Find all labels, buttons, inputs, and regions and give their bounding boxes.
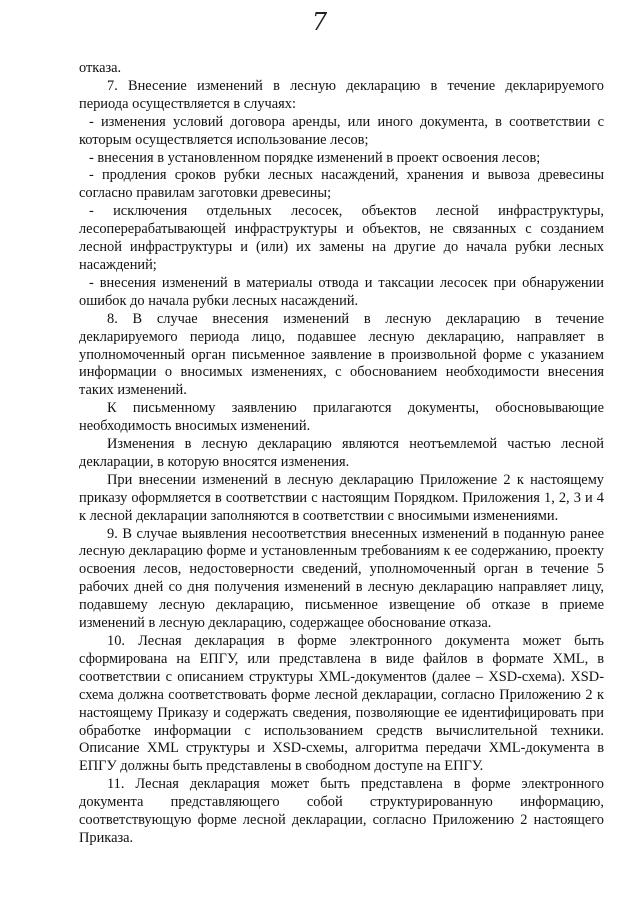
list-item: - внесения в установленном порядке изменений в проект освоения лесов;: [89, 149, 541, 166]
list-item: - внесения изменений в материалы отвода и таксации лесосек при обнаружении ошибок до начала рубки лесных насаждений.: [79, 274, 604, 309]
paragraph: Изменения в лесную декларацию являются неотъемлемой частью лесной декларации, в которую вносятся изменения.: [79, 436, 604, 470]
paragraph: К письменному заявлению прилагаются документы, обосновывающие необходимость вносимых изменений.: [79, 400, 604, 435]
paragraph-item-8: 8. В случае внесения изменений в лесную декларацию в течение декларируемого периода лицо, подавшее лесную декларацию, направляет в уполномоченный орган письменное заявление в произвольной форме с указанием информации о вносимых изменениях, с обоснованием необходимости внесения таких изменений.: [79, 310, 604, 399]
list-item: - изменения условий договора аренды, или иного документа, в соответствии с которым осуществляется использование лесов;: [79, 113, 604, 148]
page-number: 7: [311, 8, 329, 36]
paragraph: При внесении изменений в лесную декларацию Приложение 2 к настоящему приказу оформляется в соответствии с настоящим Порядком. Приложения 1, 2, 3 и 4 к лесной декларации заполняются в соответствии с вносимыми изменениями.: [79, 471, 604, 524]
paragraph-item-9: 9. В случае выявления несоответствия внесенных изменений в поданную ранее лесную декларацию форме и установленным требованиям к ее содержанию, проекту освоения лесов, недостоверности сведений, уполномоченный орган в течение 5 рабочих дней со дня получения изменений в лесную декларацию направляет лицу, подавшему лесную декларацию, письменное извещение об отказе в приеме изменений в лесную декларацию, содержащее обоснование отказа.: [79, 525, 604, 632]
paragraph-continuation: отказа.: [79, 60, 122, 76]
paragraph-item-7: 7. Внесение изменений в лесную декларацию в течение декларируемого периода осуществляется в случаях:: [79, 77, 604, 112]
list-item: - продления сроков рубки лесных насаждений, хранения и вывоза древесины согласно правилам заготовки древесины;: [79, 167, 604, 202]
list-item: - исключения отдельных лесосек, объектов лесной инфраструктуры, лесоперерабатывающей инфраструктуры и объектов, не связанных с созданием лесной инфраструктуры и (или) их замены на другие до начала рубки лесных насаждений;: [79, 203, 604, 273]
paragraph-item-10: 10. Лесная декларация в форме электронного документа может быть сформирована на ЕПГУ, или представлена в виде файлов в формате XML, в соответствии с описанием структуры XML-документов (далее – XSD-схема). XSD-схема должна соответствовать форме лесной декларации, согласно Приложению 2 к настоящему Приказу и содержать сведения, позволяющие ее идентифицировать при обработке информации с использованием средств вычислительной техники. Описание XML структуры и XSD-схемы, алгоритма передачи XML-документа в ЕПГУ должны быть представлены в свободном доступе на ЕПГУ.: [79, 633, 604, 775]
document-body: [79, 60, 604, 848]
paragraph-item-11: 11. Лесная декларация может быть представлена в форме электронного документа представляющего собой структурированную информацию, соответствующую форме лесной декларации, согласно Приложению 2 настоящего Приказа.: [79, 776, 604, 846]
